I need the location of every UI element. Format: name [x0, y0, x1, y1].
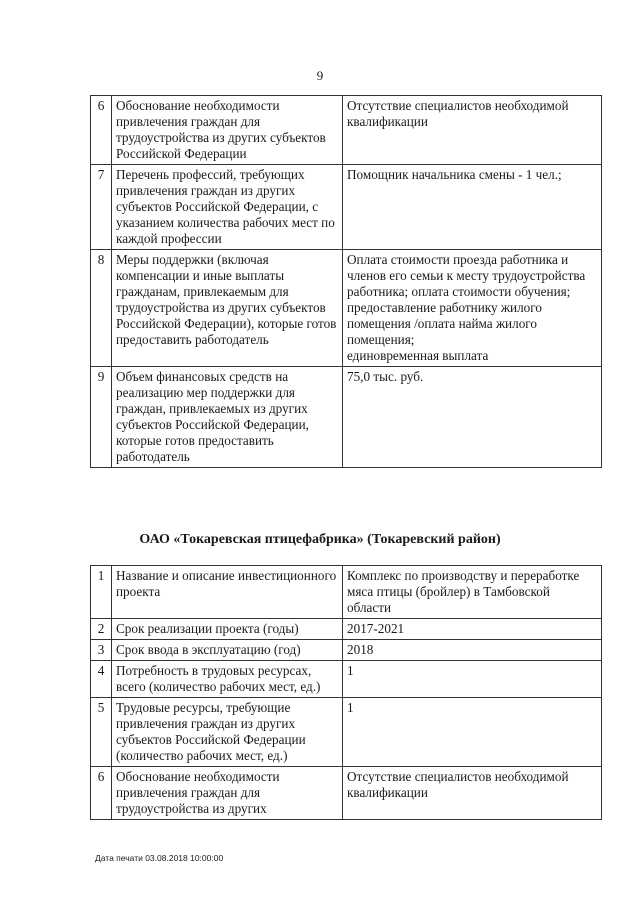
value-line: единовременная выплата	[347, 348, 489, 363]
table-row	[91, 698, 602, 767]
table-row	[91, 640, 602, 661]
table-row	[91, 566, 602, 619]
project-details-table-top	[90, 95, 602, 468]
row-value: 2018	[343, 640, 602, 661]
table-row	[91, 165, 602, 250]
table-row	[91, 250, 602, 367]
row-value: 75,0 тыс. руб.	[343, 367, 602, 468]
value-line: Оплата стоимости проезда работника и членов его семьи к месту трудоустройства работника; оплата стоимости обучения;	[347, 252, 586, 299]
row-label: Объем финансовых средств на реализацию мер поддержки для граждан, привлекаемых из других субъектов Российской Федерации, которые готов предоставить работодатель	[112, 367, 343, 468]
row-value: 1	[343, 661, 602, 698]
row-number: 4	[91, 661, 112, 698]
row-number: 9	[91, 367, 112, 468]
row-number: 1	[91, 566, 112, 619]
row-value: 1	[343, 698, 602, 767]
row-value: Комплекс по производству и переработке мяса птицы (бройлер) в Тамбовской области	[343, 566, 602, 619]
row-number: 3	[91, 640, 112, 661]
section-heading: ОАО «Токаревская птицефабрика» (Токаревский район)	[139, 532, 501, 547]
row-value: Отсутствие специалистов необходимой квалификации	[343, 767, 602, 820]
project-details-table-bottom	[90, 565, 602, 820]
table-row	[91, 367, 602, 468]
row-label: Срок реализации проекта (годы)	[112, 619, 343, 640]
row-label: Потребность в трудовых ресурсах, всего (количество рабочих мест, ед.)	[112, 661, 343, 698]
value-line: предоставление работнику жилого помещения /оплата найма жилого помещения;	[347, 300, 542, 347]
row-number: 5	[91, 698, 112, 767]
page-number: 9	[316, 68, 324, 83]
row-label: Обоснование необходимости привлечения граждан для трудоустройства из других	[112, 767, 343, 820]
row-label: Перечень профессий, требующих привлечения граждан из других субъектов Российской Федерации, с указанием количества рабочих мест по каждой профессии	[112, 165, 343, 250]
row-label: Трудовые ресурсы, требующие привлечения граждан из других субъектов Российской Федерации (количество рабочих мест, ед.)	[112, 698, 343, 767]
row-label: Название и описание инвестиционного проекта	[112, 566, 343, 619]
table-row	[91, 767, 602, 820]
table-row	[91, 661, 602, 698]
print-date: Дата печати 03.08.2018 10:00:00	[95, 853, 224, 863]
row-label: Срок ввода в эксплуатацию (год)	[112, 640, 343, 661]
row-label: Обоснование необходимости привлечения граждан для трудоустройства из других субъектов Российской Федерации	[112, 96, 343, 165]
row-value: 2017-2021	[343, 619, 602, 640]
row-label: Меры поддержки (включая компенсации и иные выплаты гражданам, привлекаемым для трудоустройства из других субъектов Российской Федерации), которые готов предоставить работодатель	[112, 250, 343, 367]
row-number: 6	[91, 96, 112, 165]
row-number: 2	[91, 619, 112, 640]
row-number: 6	[91, 767, 112, 820]
row-value	[343, 250, 602, 367]
table-row	[91, 619, 602, 640]
row-value: Помощник начальника смены - 1 чел.;	[343, 165, 602, 250]
row-number: 8	[91, 250, 112, 367]
row-number: 7	[91, 165, 112, 250]
table-row	[91, 96, 602, 165]
row-value: Отсутствие специалистов необходимой квалификации	[343, 96, 602, 165]
